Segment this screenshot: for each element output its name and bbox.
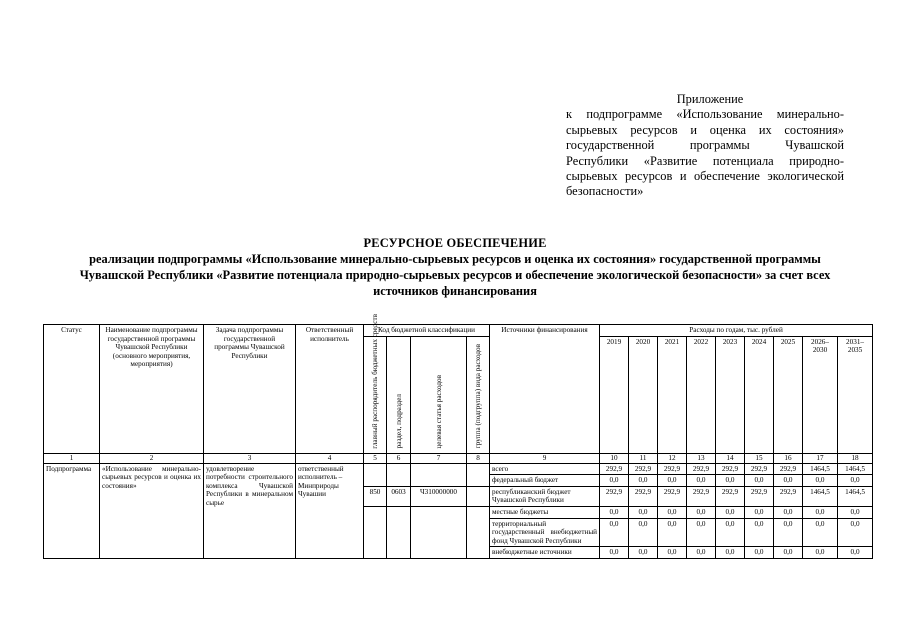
column-number: 7 [411, 453, 467, 463]
cell-value: 0,0 [803, 518, 838, 547]
cell-value: 0,0 [745, 547, 774, 559]
cell-value: 0,0 [803, 506, 838, 518]
cell-source: всего [490, 463, 600, 475]
cell-value: 0,0 [629, 506, 658, 518]
header-name: Наименование подпрограммы государственной программы Чувашской Республики (основного мероприятия, мероприятия) [100, 325, 204, 454]
cell-value: 292,9 [629, 463, 658, 475]
cell-source: федеральный бюджет [490, 475, 600, 487]
cell-value: 292,9 [745, 486, 774, 506]
cell-value: 0,0 [745, 518, 774, 547]
cell-code-manager: 850 [364, 486, 387, 506]
cell-code-group [467, 486, 490, 506]
column-number: 10 [600, 453, 629, 463]
appendix-title: Приложение [676, 92, 744, 106]
cell-value: 0,0 [838, 475, 873, 487]
cell-value: 0,0 [658, 547, 687, 559]
cell-value: 0,0 [803, 475, 838, 487]
header-code-section-text: раздел, подраздел [394, 394, 403, 449]
cell-code [387, 463, 411, 486]
column-number: 3 [204, 453, 296, 463]
column-number: 11 [629, 453, 658, 463]
column-number: 12 [658, 453, 687, 463]
cell-source: местные бюджеты [490, 506, 600, 518]
document-title: РЕСУРСНОЕ ОБЕСПЕЧЕНИЕ [363, 236, 547, 250]
header-code-target-text: целевая статья расходов [434, 375, 443, 449]
cell-code [387, 506, 411, 558]
header-year: 2020 [629, 336, 658, 453]
column-number: 5 [364, 453, 387, 463]
cell-value: 0,0 [716, 518, 745, 547]
header-code-target [411, 336, 467, 453]
cell-value: 0,0 [774, 518, 803, 547]
column-number-row [44, 453, 873, 463]
cell-value: 292,9 [658, 463, 687, 475]
cell-code [467, 463, 490, 486]
header-year: 2024 [745, 336, 774, 453]
cell-value: 292,9 [745, 463, 774, 475]
cell-value: 0,0 [716, 475, 745, 487]
cell-source: республиканский бюджет Чувашской Республики [490, 486, 600, 506]
cell-value: 0,0 [687, 547, 716, 559]
document-subtitle: реализации подпрограммы «Использование минерально-сырьевых ресурсов и оценка их состояния» государственной программы Чувашской Республики «Развитие потенциала природно-сырьевых ресурсов и обеспечение экологической безопасности» за счет всех источников финансирования [79, 252, 831, 298]
header-year: 2021 [658, 336, 687, 453]
column-number: 1 [44, 453, 100, 463]
cell-value: 1464,5 [803, 463, 838, 475]
cell-value: 0,0 [600, 518, 629, 547]
cell-value: 292,9 [687, 463, 716, 475]
document-heading [60, 235, 850, 299]
cell-value: 0,0 [629, 547, 658, 559]
column-number: 6 [387, 453, 411, 463]
cell-value: 1464,5 [838, 463, 873, 475]
column-number: 17 [803, 453, 838, 463]
header-year: 2031–2035 [838, 336, 873, 453]
header-executor: Ответственный исполнитель [296, 325, 364, 454]
cell-task: удовлетворение потребности строительного комплекса Чувашской Республики в минеральном сырье [204, 463, 296, 558]
cell-code [411, 463, 467, 486]
cell-value: 1464,5 [803, 486, 838, 506]
cell-code-section: 0603 [387, 486, 411, 506]
cell-value: 292,9 [600, 463, 629, 475]
cell-value: 0,0 [774, 506, 803, 518]
cell-code-target: Ч310000000 [411, 486, 467, 506]
cell-value: 0,0 [774, 475, 803, 487]
cell-executor: ответственный исполнитель – Минприроды Чувашии [296, 463, 364, 558]
cell-value: 0,0 [687, 506, 716, 518]
cell-value: 0,0 [658, 506, 687, 518]
cell-source: внебюджетные источники [490, 547, 600, 559]
cell-value: 0,0 [803, 547, 838, 559]
header-expenses: Расходы по годам, тыс. рублей [600, 325, 873, 337]
header-code-manager-text: главный распорядитель бюджетных средств [371, 313, 379, 449]
cell-value: 0,0 [629, 475, 658, 487]
column-number: 2 [100, 453, 204, 463]
column-number: 4 [296, 453, 364, 463]
header-status: Статус [44, 325, 100, 454]
header-row-1 [44, 325, 873, 337]
header-year: 2019 [600, 336, 629, 453]
cell-value: 292,9 [774, 463, 803, 475]
header-budget-code: Код бюджетной классификации [364, 325, 490, 337]
column-number: 13 [687, 453, 716, 463]
cell-value: 292,9 [658, 486, 687, 506]
cell-value: 0,0 [658, 518, 687, 547]
cell-value: 0,0 [687, 475, 716, 487]
cell-value: 0,0 [838, 547, 873, 559]
cell-value: 0,0 [687, 518, 716, 547]
column-number: 15 [745, 453, 774, 463]
header-code-section [387, 336, 411, 453]
cell-code [411, 506, 467, 558]
header-code-group-text: группа (подгруппа) вида расходов [474, 344, 482, 449]
header-year: 2023 [716, 336, 745, 453]
cell-status: Подпрограмма [44, 463, 100, 558]
column-number: 16 [774, 453, 803, 463]
cell-source: территориальный государственный внебюджетный фонд Чувашской Республики [490, 518, 600, 547]
cell-value: 292,9 [687, 486, 716, 506]
header-task: Задача подпрограммы государственной программы Чувашской Республики [204, 325, 296, 454]
cell-value: 0,0 [600, 475, 629, 487]
column-number: 9 [490, 453, 600, 463]
cell-value: 0,0 [600, 547, 629, 559]
cell-value: 0,0 [629, 518, 658, 547]
cell-value: 292,9 [716, 486, 745, 506]
cell-value: 292,9 [774, 486, 803, 506]
cell-name: «Использование минерально-сырьевых ресурсов и оценка их состояния» [100, 463, 204, 558]
cell-value: 0,0 [745, 506, 774, 518]
cell-value: 292,9 [600, 486, 629, 506]
header-year: 2022 [687, 336, 716, 453]
column-number: 8 [467, 453, 490, 463]
cell-code [467, 506, 490, 558]
cell-value: 0,0 [716, 547, 745, 559]
header-year: 2025 [774, 336, 803, 453]
column-number: 14 [716, 453, 745, 463]
cell-code [364, 463, 387, 486]
column-number: 18 [838, 453, 873, 463]
cell-value: 0,0 [658, 475, 687, 487]
cell-value: 0,0 [600, 506, 629, 518]
cell-value: 0,0 [745, 475, 774, 487]
appendix-block [566, 92, 844, 200]
cell-value: 0,0 [774, 547, 803, 559]
cell-value: 0,0 [716, 506, 745, 518]
cell-value: 292,9 [629, 486, 658, 506]
header-code-group [467, 336, 490, 453]
resource-table [43, 313, 873, 559]
cell-value: 1464,5 [838, 486, 873, 506]
cell-value: 0,0 [838, 518, 873, 547]
appendix-text: к подпрограмме «Использование минерально-сырьевых ресурсов и оценка их состояния» государственной программы Чувашской Республики «Развитие потенциала природно-сырьевых ресурсов и обеспечение экологической безопасности» [566, 107, 844, 199]
table-row [44, 463, 873, 475]
header-sources: Источники финансирования [490, 325, 600, 454]
cell-code [364, 506, 387, 558]
header-year: 2026–2030 [803, 336, 838, 453]
cell-value: 0,0 [838, 506, 873, 518]
header-code-manager [364, 313, 387, 453]
cell-value: 292,9 [716, 463, 745, 475]
